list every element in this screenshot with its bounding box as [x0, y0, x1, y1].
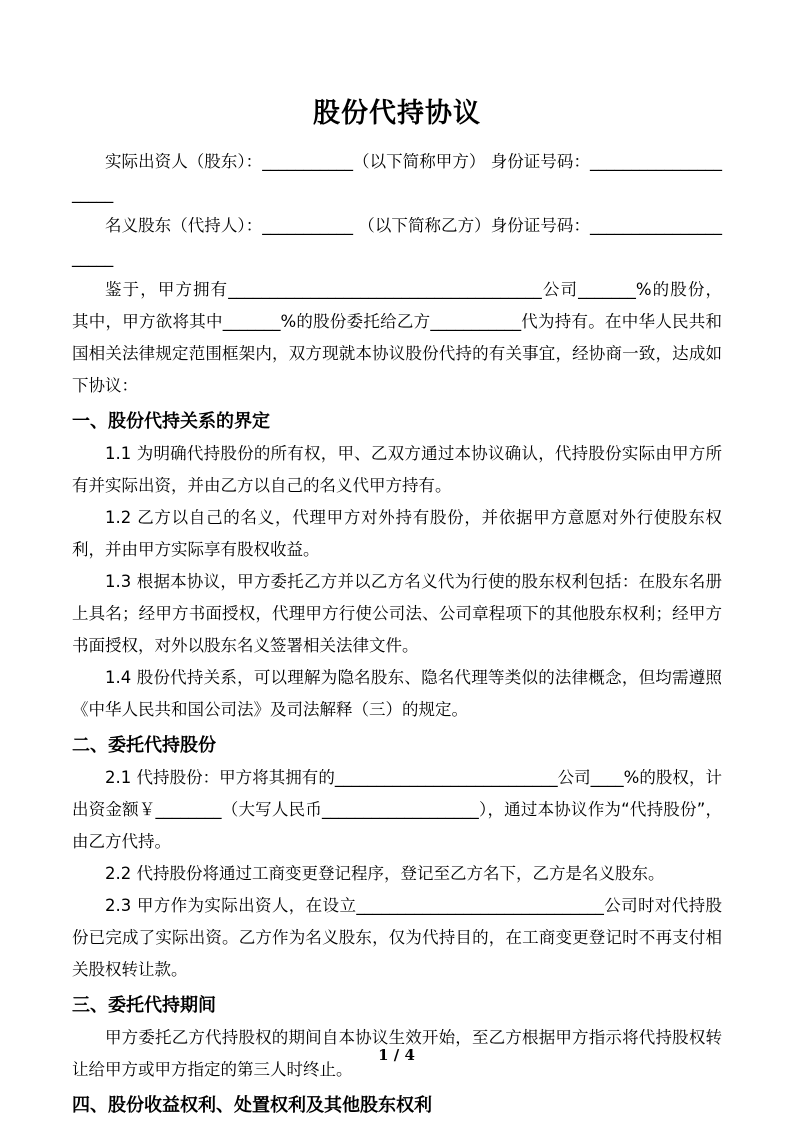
section-heading-2: 二、委托代持股份 [72, 735, 216, 756]
party-line-principal: 实际出资人（股东）：___________（以下简称甲方） 身份证号码：_____________________ [72, 152, 722, 203]
section-heading-4: 四、股份收益权利、处置权利及其他股东权利 [72, 1095, 432, 1116]
section-heading-1: 一、股份代持关系的界定 [72, 411, 270, 432]
page-number: 1 / 4 [378, 1046, 415, 1064]
clause-1-4: 1.4 股份代持关系，可以理解为隐名股东、隐名代理等类似的法律概念，但均需遵照《中华人民共和国公司法》及司法解释（三）的规定。 [72, 668, 722, 719]
document-title: 股份代持协议 [313, 98, 481, 129]
clause-2-2: 2.2 代持股份将通过工商变更登记程序，登记至乙方名下，乙方是名义股东。 [105, 864, 665, 883]
party-line-nominee: 名义股东（代持人）：___________ （以下简称乙方）身份证号码：_____________________ [72, 216, 722, 267]
clause-1-3: 1.3 根据本协议，甲方委托乙方并以乙方名义代为行使的股东权利包括：在股东名册上具名；经甲方书面授权，代理甲方行使公司法、公司章程项下的其他股东权利；经甲方书面授权，对外以股东名义签署相关法律文件。 [72, 572, 722, 655]
clause-1-1: 1.1 为明确代持股份的所有权，甲、乙双方通过本协议确认，代持股份实际由甲方所有并实际出资，并由乙方以自己的名义代甲方持有。 [72, 444, 722, 495]
document-content [72, 94, 722, 1122]
clause-2-1: 2.1 代持股份：甲方将其拥有的___________________________公司____%的股权，计出资金额￥________（大写人民币___________________），通过本协议作为“代持股份”，由乙方代持。 [72, 768, 722, 851]
clause-3-1: 甲方委托乙方代持股权的期间自本协议生效开始，至乙方根据甲方指示将代持股权转让给甲方或甲方指定的第三人时终止。 [72, 1028, 722, 1079]
preamble-paragraph: 鉴于，甲方拥有______________________________________公司_______%的股份，其中，甲方欲将其中_______%的股份委托给乙方___________代为持有。在中华人民共和国相关法律规定范围框架内，双方现就本协议股份代持的有关事宜，经协商一致，达成如下协议： [72, 280, 722, 395]
clause-2-3: 2.3 甲方作为实际出资人，在设立______________________________公司时对代持股份已完成了实际出资。乙方作为名义股东，仅为代持目的，在工商变更登记时不再支付相关股权转让款。 [72, 896, 722, 979]
section-heading-3: 三、委托代持期间 [72, 995, 216, 1016]
clause-1-2: 1.2 乙方以自己的名义，代理甲方对外持有股份，并依据甲方意愿对外行使股东权利，并由甲方实际享有股权收益。 [72, 508, 722, 559]
